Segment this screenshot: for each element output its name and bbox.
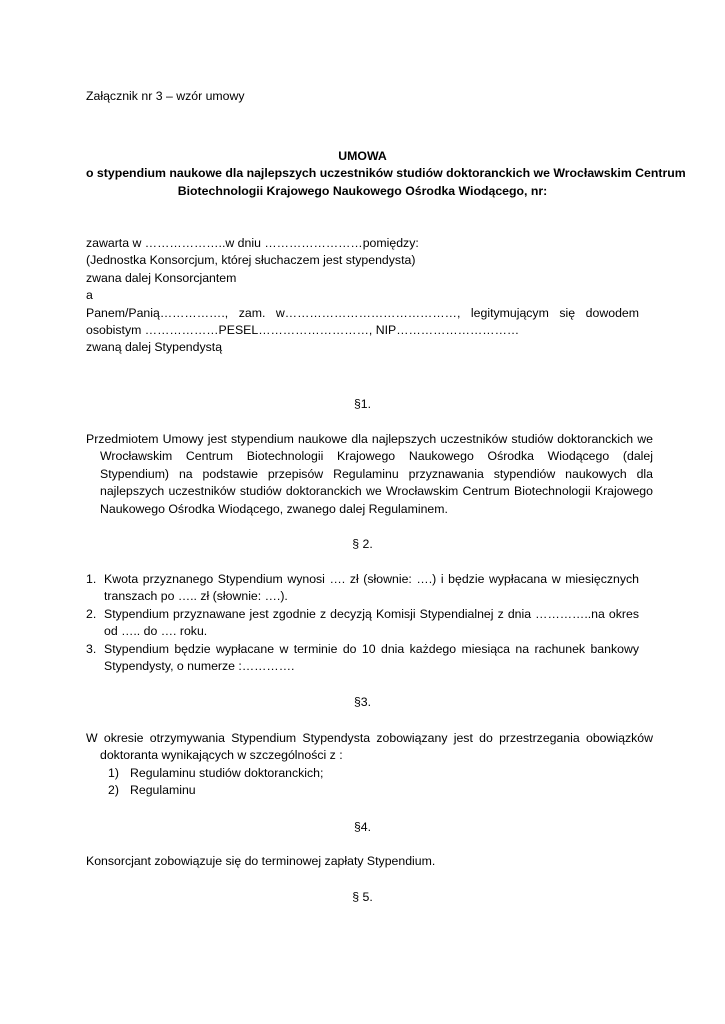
section-2-list (86, 571, 639, 675)
parties-line-6: zwaną dalej Stypendystą (86, 340, 223, 355)
list-item (86, 606, 639, 641)
list-item-text: Regulaminu studiów doktoranckich; (130, 766, 324, 780)
parties-line-3: zwana dalej Konsorcjantem (86, 270, 237, 285)
list-item-number: 3. (86, 641, 97, 656)
list-item (108, 782, 661, 799)
parties-line-1: zawarta w ………………..w dniu ……………………pomiędzy: (86, 236, 419, 250)
list-item-text: Regulaminu (130, 783, 196, 798)
list-item-number: 1. (86, 572, 97, 586)
parties-section (86, 235, 639, 357)
section-4-text: Konsorcjant zobowiązuje się do terminowej zapłaty Stypendium. (86, 854, 436, 868)
parties-line-5: Panem/Panią……………., zam. w……………………………………, legitymującym się dowodem osobistym ………………PESEL………………………, NIP………………………… (86, 305, 639, 338)
title-line-1: o stypendium naukowe dla najlepszych uczestników studiów doktoranckich we Wrocławskim Centrum (86, 166, 686, 181)
section-1-heading: §1. (353, 397, 372, 411)
section-5-heading: § 5. (352, 890, 373, 904)
section-4-heading: §4. (353, 820, 372, 834)
list-item (86, 641, 639, 676)
section-1-text: Przedmiotem Umowy jest stypendium naukowe dla najlepszych uczestników studiów doktoranckich we Wrocławskim Centrum Biotechnologii Krajowego Naukowego Ośrodka Wiodącego (dalej Stypendium) na podstawie przepisów Regulaminu przyznawania stypendiów naukowych dla najlepszych uczestników studiów doktoranckich we Wrocławskim Centrum Biotechnologii Krajowego Naukowego Ośrodka Wiodącego, zwanego dalej Regulaminem. (86, 432, 653, 516)
title-line-2: Biotechnologii Krajowego Naukowego Ośrodka Wiodącego, nr: (177, 183, 548, 198)
list-item-text: Kwota przyznanego Stypendium wynosi …. zł (słownie: ….) i będzie wypłacana w miesięcznych transzach po ….. zł (słownie: ….). (104, 572, 639, 604)
list-item-text: Stypendium przyznawane jest zgodnie z decyzją Komisji Stypendialnej z dnia …………..na okres od ….. do …. roku. (104, 606, 639, 639)
list-item-number: 2. (86, 606, 97, 621)
parties-line-2: (Jednostka Konsorcjum, której słuchaczem jest stypendysta) (86, 253, 416, 268)
list-item-number: 1) (108, 766, 119, 780)
section-3-list (86, 765, 661, 800)
parties-line-4: a (86, 288, 93, 303)
list-item (86, 571, 639, 606)
section-2-heading: § 2. (352, 537, 373, 551)
document-title (86, 148, 686, 200)
title-main: UMOWA (338, 149, 387, 163)
list-item-text: Stypendium będzie wypłacane w terminie do 10 dnia każdego miesiąca na rachunek bankowy Stypendysty, o numerze :…………. (104, 641, 639, 674)
section-3-heading: §3. (353, 695, 372, 709)
section-3-text: W okresie otrzymywania Stypendium Stypendysta zobowiązany jest do przestrzegania obowiązków doktoranta wynikających w szczególności z : (86, 731, 653, 763)
list-item-number: 2) (108, 783, 119, 798)
annex-label: Załącznik nr 3 – wzór umowy (86, 89, 245, 103)
list-item (108, 765, 661, 782)
